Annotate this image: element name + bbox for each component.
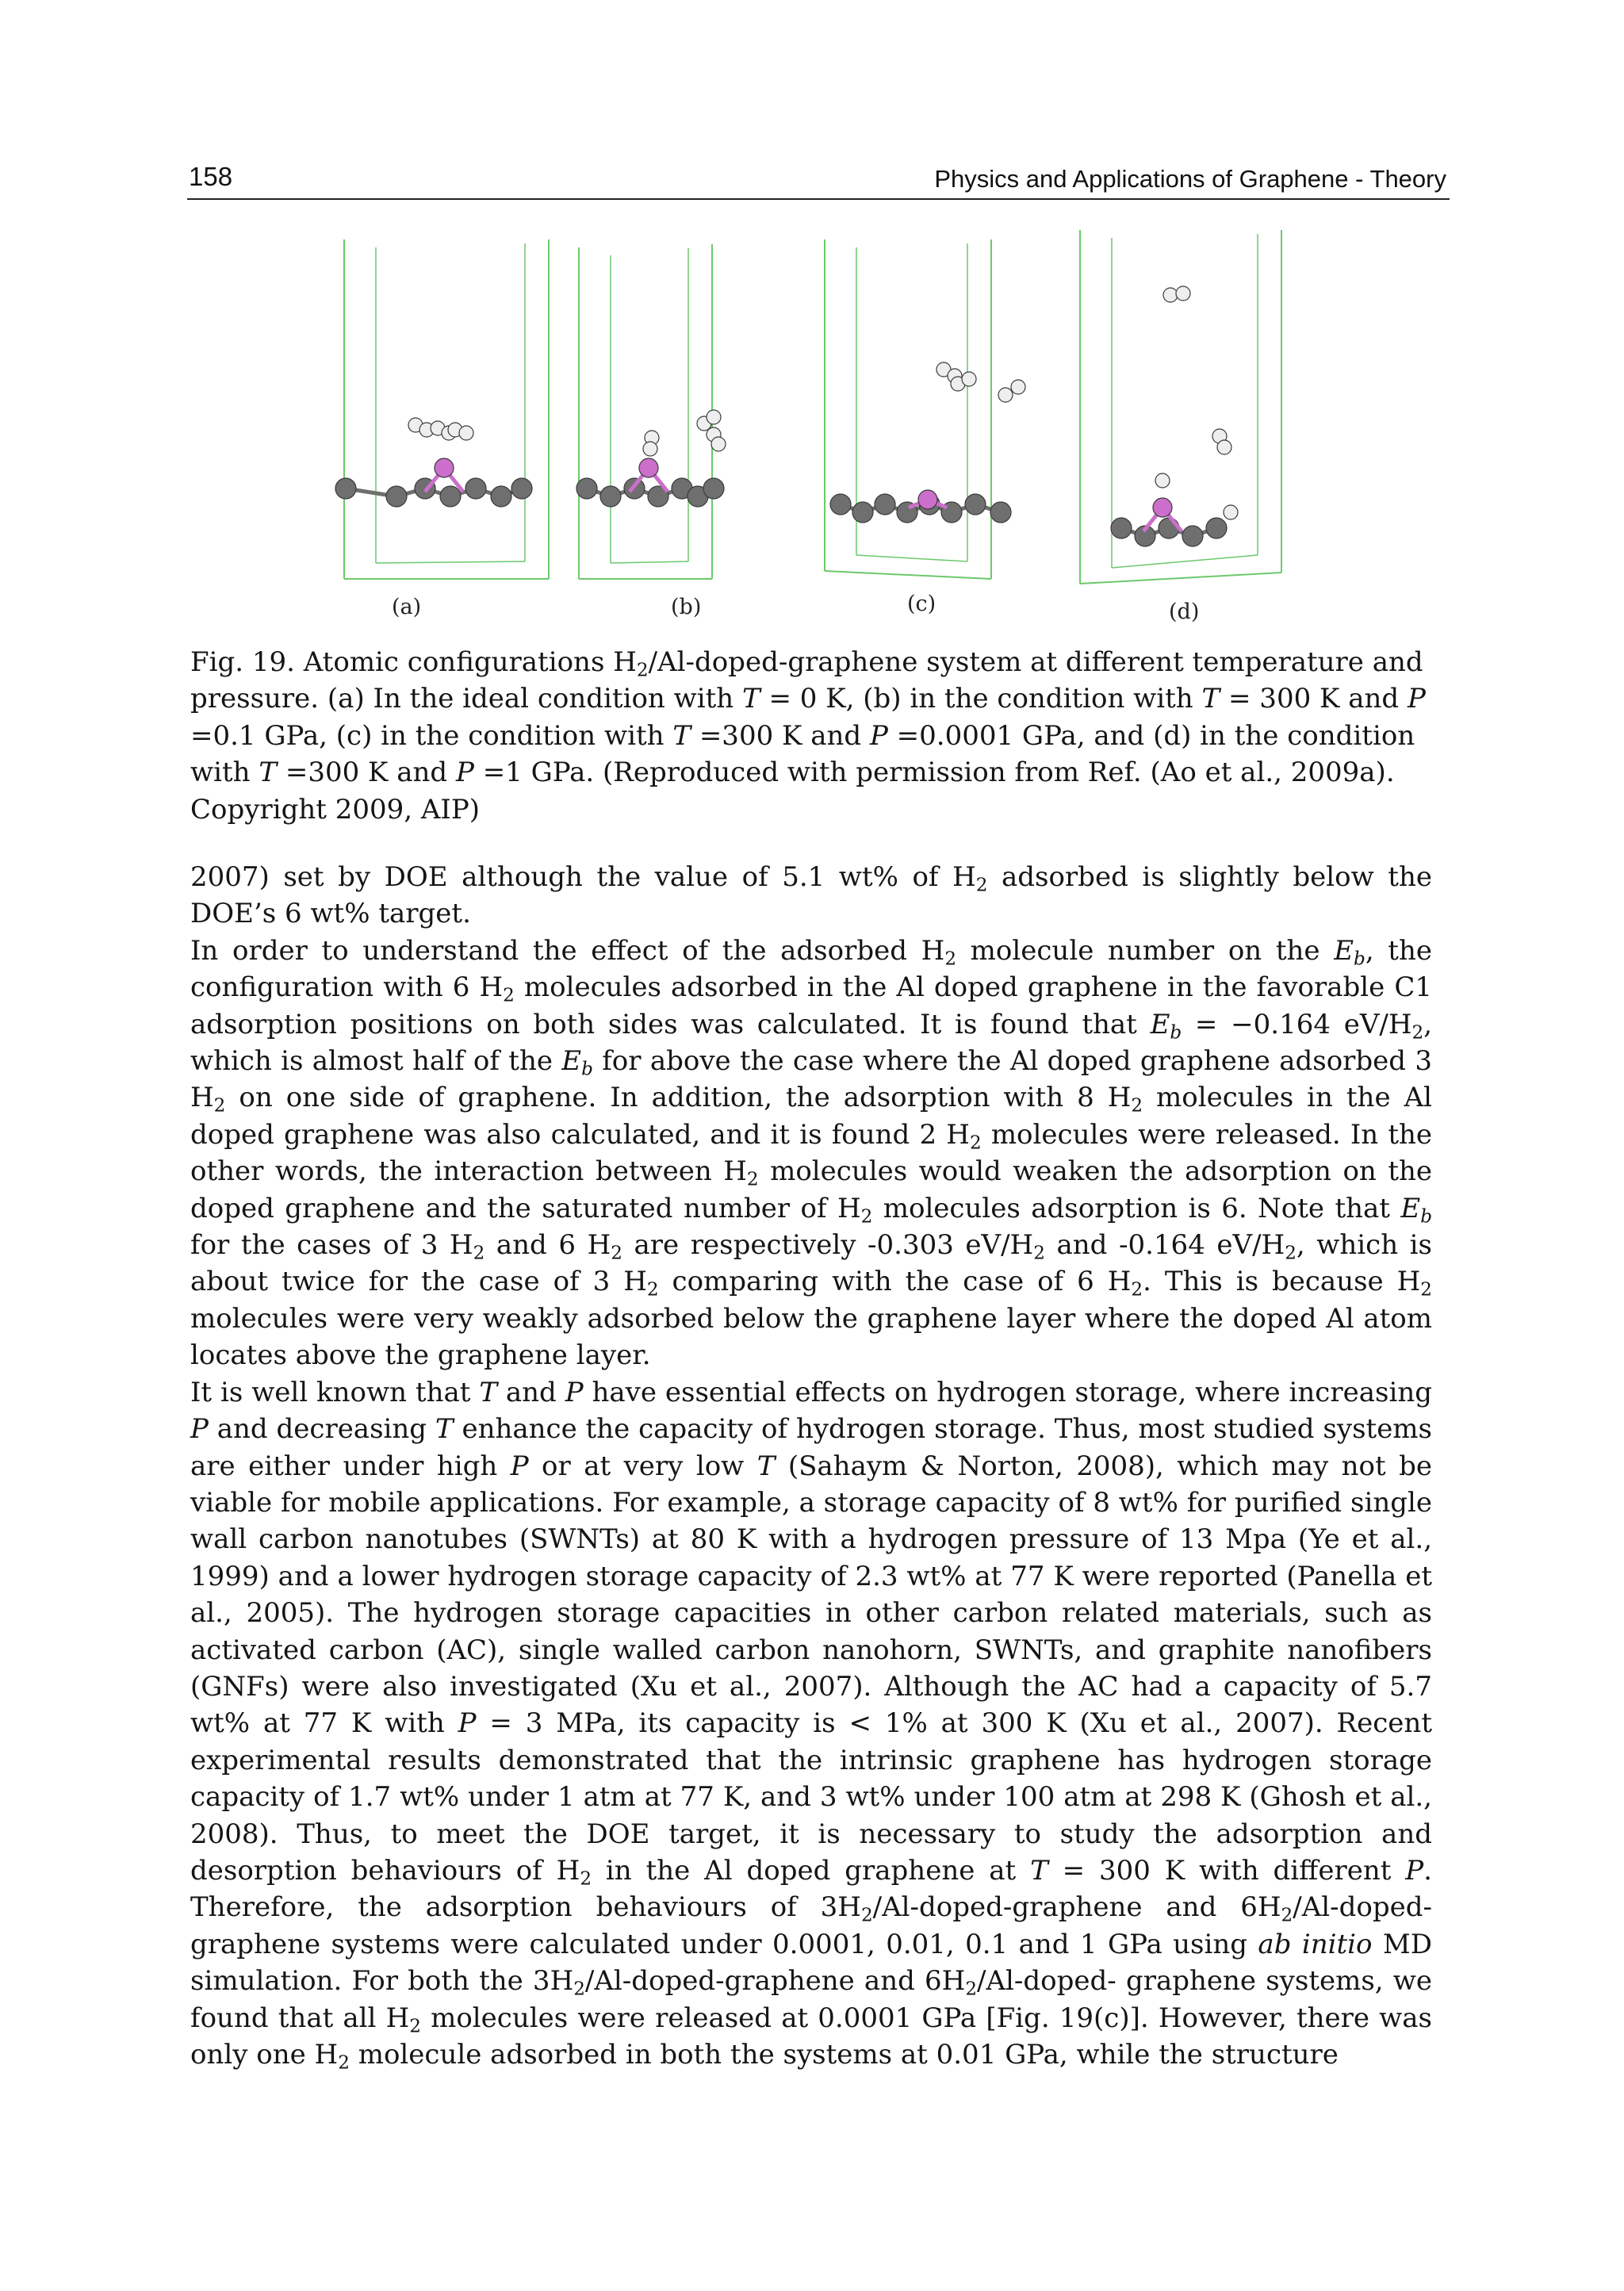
unit-cell-edge [376,561,525,563]
page-number: 158 [189,162,233,191]
page-header [187,157,1450,200]
hydrogen-atom [707,410,721,424]
body-text [190,859,1432,2073]
carbon-atom [1182,526,1203,546]
hydrogen-atom [711,437,726,451]
unit-cell-edge [856,555,967,561]
carbon-atom [990,502,1011,523]
paragraph-3: It is well known that T and P have essential effects on hydrogen storage, where increasing P and decreasing T enhance the capacity of hydrogen storage. Thus, most studied systems are either under high P or at very low T (Sahaym & Norton, 2008), which may not be viable for mobile applications. For example, a storage capacity of 8 wt% for purified single wall carbon nanotubes (SWNTs) at 80 K with a hydrogen pressure of 13 Mpa (Ye et al., 1999) and a lower hydrogen storage capacity of 2.3 wt% at 77 K were reported (Panella et al., 2005). The hydrogen storage capacities in other carbon related materials, such as activated carbon (AC), single walled carbon nanohorn, SWNTs, and graphite nanofibers (GNFs) were also investigated (Xu et al., 2007). Although the AC had a capacity of 5.7 wt% at 77 K with P = 3 MPa, its capacity is < 1% at 300 K (Xu et al., 2007). Recent experimental results demonstrated that the intrinsic graphene has hydrogen storage capacity of 1.7 wt% under 1 atm at 77 K, and 3 wt% under 100 atm at 298 K (Ghosh et al., 2008). Thus, to meet the DOE target, it is necessary to study the adsorption and desorption behaviours of $H_2$ in the Al doped graphene at T = 300 K with different P. Therefore, the adsorption behaviours of $3H_2/Al-doped$-graphene and $6H_2/Al-doped-$ graphene systems were calculated under 0.0001, 0.01, 0.1 and 1 GPa using ab initio MD simulation. For both the $3H_2/Al-doped$-graphene and $6H_2/Al-doped-$ graphene systems, we found that all $H_2$ molecules were released at 0.0001 GPa [Fig. 19(c)]. However, there was only one $H_2$ molecule adsorbed in both the systems at 0.01 GPa, while the structure [190,1376,1433,2074]
unit-cell-edge [611,561,688,563]
panel-label-c: (c) [907,592,936,616]
hydrogen-atom [1163,288,1178,302]
carbon-atom [1111,518,1132,538]
hydrogen-atom [1011,380,1025,394]
carbon-atom [335,478,356,499]
carbon-atom [491,486,511,507]
figure-caption: Fig. 19. Atomic configurations $H_2/Al-doped$-graphene system at different temperature and pressure. (a) In the ideal condition with T = 0 K, (b) in the condition with T = 300 K and P =0.1 GPa, (c) in the condition with T =300 K and P =0.0001 GPa, and (d) in the condition with T =300 K and P =1 GPa. (Reproduced with permission from Ref. (Ao et al., 2009a). Copyright 2009, AIP) [190,646,1426,826]
carbon-atom [576,478,597,499]
carbon-atom [465,478,486,499]
figure-19-illustration [317,230,1300,642]
paragraph-2: In order to understand the effect of the adsorbed $H_2$ molecule number on the $E_b$, the configuration with 6 $H_2$ molecules adsorbed in the Al doped graphene in the favorable C1 adsorption positions on both sides was calculated. It is found that $E_b = -0.164$ $eV/H_2$, which is almost half of the $E_b$ for above the case where the Al doped graphene adsorbed 3 $H_2$ on one side of graphene. In addition, the adsorption with 8 $H_2$ molecules in the Al doped graphene was also calculated, and it is found 2 $H_2$ molecules were released. In the other words, the interaction between $H_2$ molecules would weaken the adsorption on the doped graphene and the saturated number of $H_2$ molecules adsorption is 6. Note that $E_b$ for the cases of 3 $H_2$ and 6 $H_2$ are respectively -0.303 $eV/H_2$ and -0.164 $eV/H_2$, which is about twice for the case of 3 $H_2$ comparing with the case of 6 $H_2$. This is because $H_2$ molecules were very weakly adsorbed below the graphene layer where the doped Al atom locates above the graphene layer. [190,934,1433,1372]
panel-label-d: (d) [1169,600,1200,624]
carbon-atom [1159,518,1179,538]
panel-label-b: (b) [671,595,702,619]
paragraph-1: 2007) set by DOE although the value of 5.1 wt% of $H_2$ adsorbed is slightly below the DOE’s 6 wt% target. [190,861,1432,930]
hydrogen-atom [1155,473,1170,488]
hydrogen-atom [1224,505,1238,519]
aluminum-atom [639,458,658,477]
carbon-atom [965,494,986,515]
aluminum-atom [1153,498,1172,517]
carbon-atom [511,478,532,499]
carbon-atom [1206,518,1227,538]
unit-cell-edge [1080,573,1281,584]
carbon-atom [875,494,895,515]
unit-cell-edge [1112,555,1258,568]
carbon-atom [830,494,851,515]
hydrogen-atom [459,426,473,440]
unit-cell-edge [825,571,991,579]
panel-label-a: (a) [392,595,422,619]
carbon-atom [703,478,724,499]
hydrogen-atom [962,372,976,386]
figure-19 [317,230,1300,642]
hydrogen-atom [643,442,657,456]
aluminum-atom [918,490,937,509]
hydrogen-atom [1176,286,1190,301]
carbon-atom [386,486,407,507]
carbon-atom [852,502,873,523]
carbon-atom [600,486,621,507]
running-title: Physics and Applications of Graphene - Theory [934,165,1446,193]
hydrogen-atom [1217,440,1231,454]
carbon-atom [440,486,461,507]
aluminum-atom [435,458,454,477]
hydrogen-atom [998,388,1013,402]
